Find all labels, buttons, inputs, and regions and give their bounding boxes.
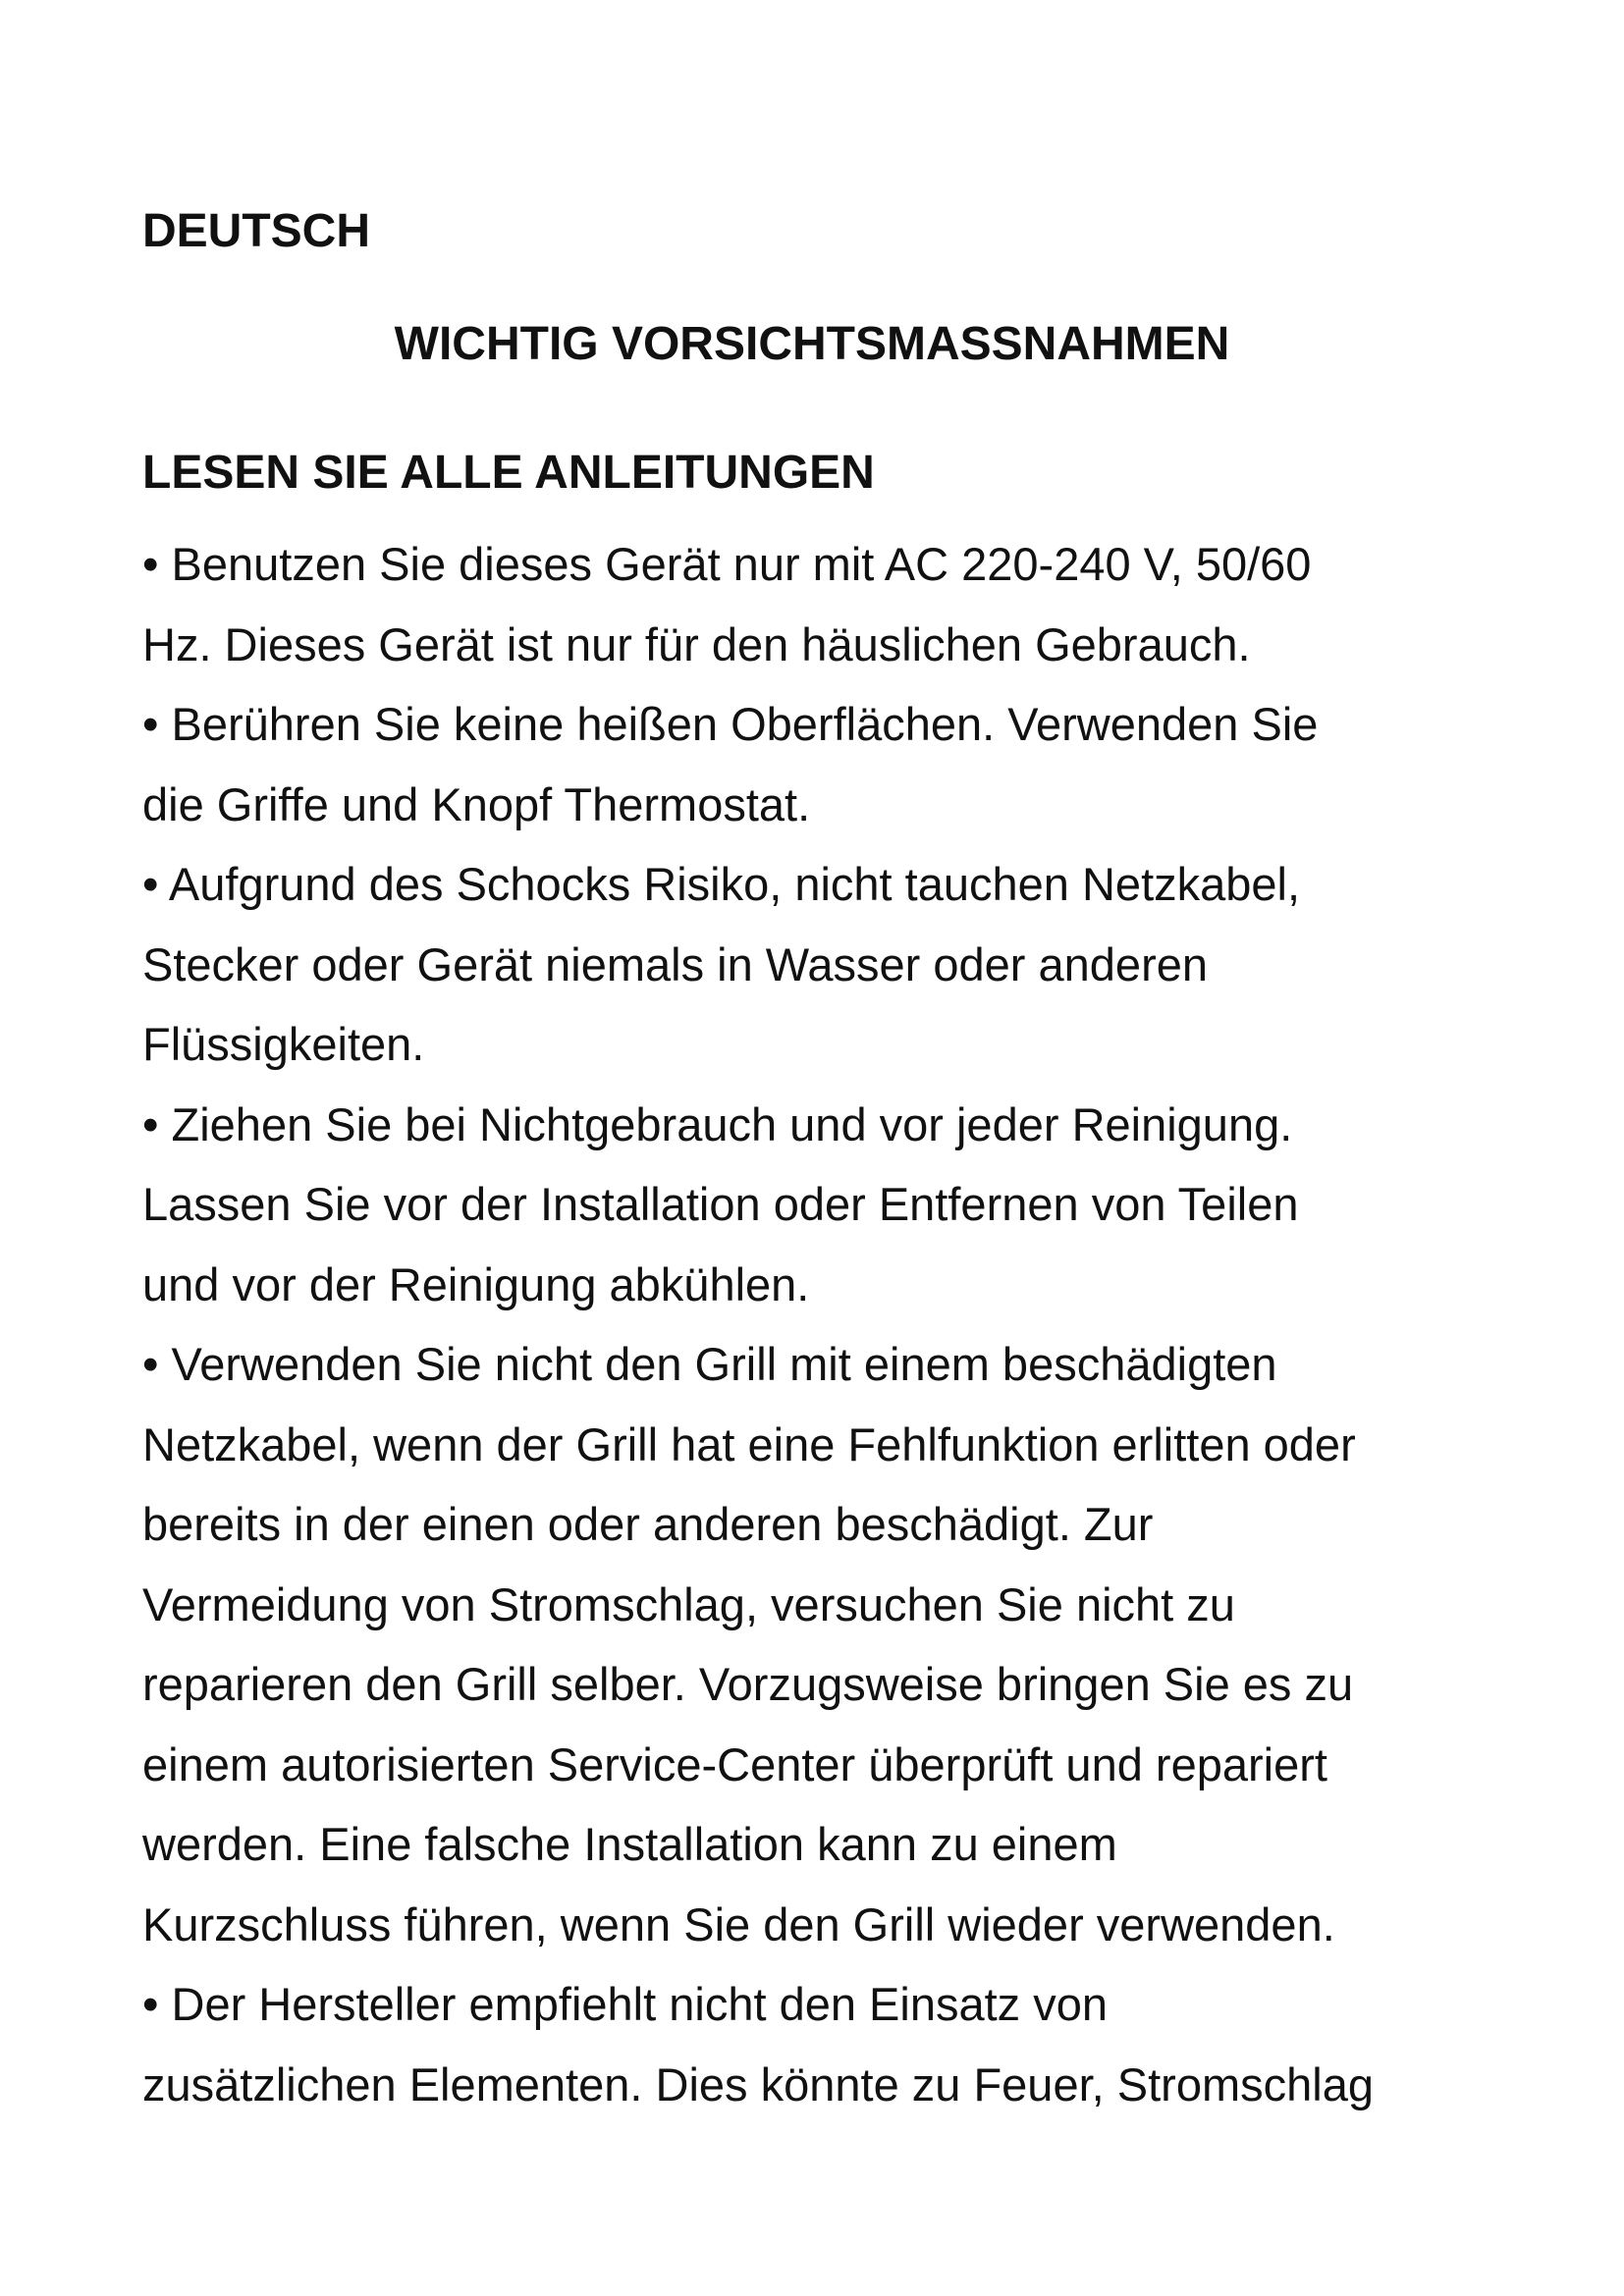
text-line: einem autorisierten Service-Center überprüft und repariert bbox=[142, 1737, 1327, 1790]
text-line: • Benutzen Sie dieses Gerät nur mit AC 220-240 V, 50/60 bbox=[142, 538, 1312, 590]
text-line: Netzkabel, wenn der Grill hat eine Fehlfunktion erlitten oder bbox=[142, 1417, 1356, 1470]
text-line: zusätzlichen Elementen. Dies könnte zu Feuer, Stromschlag bbox=[142, 2057, 1374, 2110]
text-line: • Der Hersteller empfiehlt nicht den Einsatz von bbox=[142, 1978, 1109, 2030]
text-line: bereits in der einen oder anderen beschädigt. Zur bbox=[142, 1498, 1154, 1550]
text-line: Hz. Dieses Gerät ist nur für den häuslichen Gebrauch. bbox=[142, 617, 1251, 670]
language-label: DEUTSCH bbox=[142, 205, 371, 257]
text-line: reparieren den Grill selber. Vorzugsweise bringen Sie es zu bbox=[142, 1658, 1354, 1710]
text-line: Flüssigkeiten. bbox=[142, 1018, 425, 1070]
text-line: die Griffe und Knopf Thermostat. bbox=[142, 777, 811, 830]
section-heading: LESEN SIE ALLE ANLEITUNGEN bbox=[142, 447, 875, 499]
text-line: Stecker oder Gerät niemals in Wasser oder anderen bbox=[142, 937, 1208, 990]
text-line: Vermeidung von Stromschlag, versuchen Sie nicht zu bbox=[142, 1577, 1235, 1630]
text-line: • Verwenden Sie nicht den Grill mit einem beschädigten bbox=[142, 1338, 1277, 1390]
text-line: werden. Eine falsche Installation kann zu einem bbox=[142, 1818, 1117, 1870]
text-line: Kurzschluss führen, wenn Sie den Grill wieder verwenden. bbox=[142, 1897, 1335, 1950]
page-title: WICHTIG VORSICHTSMASSNAHMEN bbox=[394, 318, 1230, 370]
text-line: • Aufgrund des Schocks Risiko, nicht tauchen Netzkabel, bbox=[142, 858, 1301, 910]
text-line: Lassen Sie vor der Installation oder Entfernen von Teilen bbox=[142, 1178, 1299, 1230]
safety-instructions-text bbox=[142, 524, 1537, 2124]
text-line: • Ziehen Sie bei Nichtgebrauch und vor jeder Reinigung. bbox=[142, 1097, 1293, 1150]
text-line: • Berühren Sie keine heißen Oberflächen. Verwenden Sie bbox=[142, 698, 1319, 750]
text-line: und vor der Reinigung abkühlen. bbox=[142, 1257, 810, 1310]
